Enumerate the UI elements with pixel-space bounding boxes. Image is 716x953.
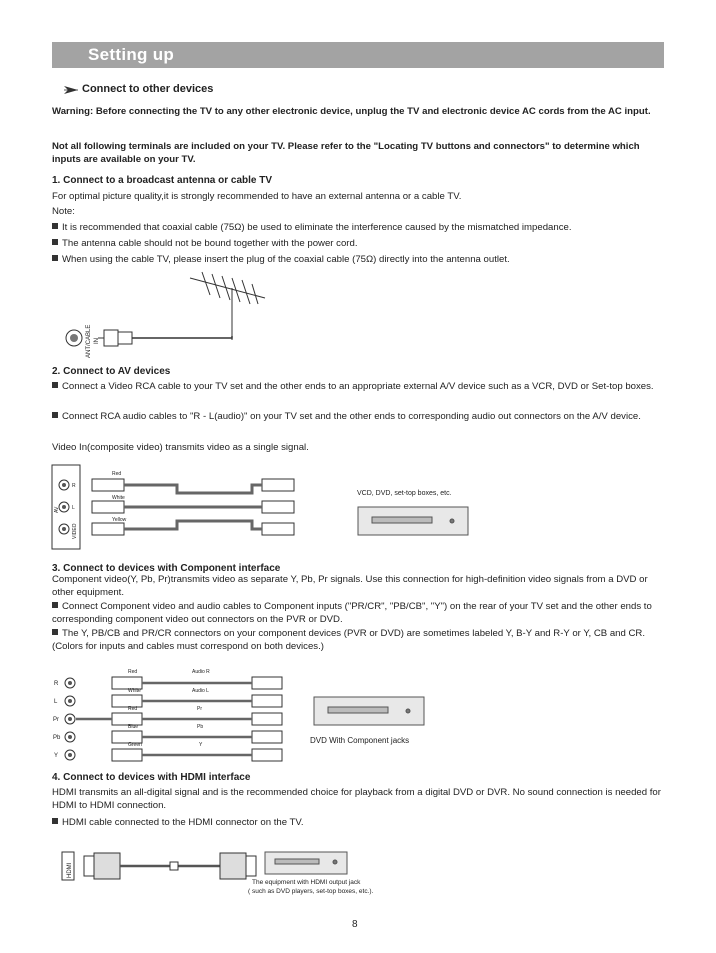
antenna-icon (190, 272, 265, 340)
section-3-heading: 3. Connect to devices with Component interface (52, 563, 281, 574)
component-port-label: Y (54, 753, 59, 759)
cable-color-label: White (112, 495, 125, 501)
component-signal-label: Pb (197, 724, 204, 730)
av-port-icon (59, 480, 69, 534)
section-title: Connect to other devices (82, 83, 214, 95)
hdmi-caption: ( such as DVD players, set-top boxes, etc.). (248, 888, 374, 895)
hdmi-diagram (60, 848, 440, 903)
av-port-label: VIDEO (72, 523, 78, 539)
av-diagram (52, 463, 512, 553)
section-3-item: Connect Component video and audio cables to Component inputs ("PR/CR", "PB/CB", "Y") on the rear of your TV set and the other ends to corresponding component video out connectors on the PVR or DVD. (52, 601, 652, 625)
page-title: Setting up (88, 45, 175, 64)
component-color-label: Red (128, 706, 138, 712)
note-item: It is recommended that coaxial cable (75Ω) be used to eliminate the interference caused by the mismatched impedance. (52, 221, 668, 234)
section-1-intro: For optimal picture quality,it is strongly recommended to have an external antenna or a cable TV. (52, 191, 462, 202)
section-2-item: Connect RCA audio cables to "R - L(audio)" on your TV set and the other ends to corresponding audio out connectors on the A/V device. (52, 410, 668, 423)
warning-text: Warning: Before connecting the TV to any other electronic device, unplug the TV and electronic device AC cords from the AC input. (52, 106, 651, 117)
section-3-intro: Component video(Y, Pb, Pr)transmits video as separate Y, Pb, Pr signals. Use this connection for high-definition video signals from a DVD or other equipment. (52, 574, 648, 598)
component-color-label: Red (128, 669, 138, 675)
coax-plug-icon (98, 330, 132, 346)
dvd-player-icon (314, 697, 424, 725)
note-item: The antenna cable should not be bound together with the power cord. (52, 237, 668, 250)
section-1-heading: 1. Connect to a broadcast antenna or cable TV (52, 175, 273, 186)
component-color-label: Green (128, 742, 142, 748)
note-label: Note: (52, 206, 75, 217)
hdmi-caption: The equipment with HDMI output jack (252, 879, 361, 886)
component-device-label: DVD With Component jacks (310, 736, 410, 745)
ant-port-label-in: IN (94, 338, 100, 344)
dvd-player-icon (358, 507, 468, 535)
component-signal-label: Pr (197, 706, 202, 712)
antenna-diagram (60, 270, 280, 365)
component-port-label: Pr (53, 717, 59, 723)
component-color-label: Blue (128, 724, 139, 730)
header-banner (52, 42, 664, 68)
component-port-label: L (54, 699, 58, 705)
ant-port-label: ANT/CABLE (86, 324, 92, 358)
component-port-label: R (54, 681, 59, 687)
section-4-heading: 4. Connect to devices with HDMI interface (52, 772, 251, 783)
av-port-label: L (72, 505, 75, 511)
component-color-label: White (128, 688, 141, 694)
cable-color-label: Red (112, 471, 122, 477)
component-port-label: Pb (53, 735, 61, 741)
component-signal-label: Y (199, 742, 203, 748)
component-diagram (52, 663, 472, 773)
component-signal-label: Audio R (192, 669, 210, 675)
cable-color-label: Yellow (112, 517, 127, 523)
ant-port-icon (66, 330, 82, 346)
section-4-intro: HDMI transmits an all-digital signal and is the recommended choice for playback from a digital DVD or DVR. No sound connection is needed for HDMI to HDMI connection. (52, 787, 661, 811)
section-4-item: HDMI cable connected to the HDMI connector on the TV. (52, 816, 668, 829)
section-2-line: Video In(composite video) transmits video as a single signal. (52, 442, 309, 453)
section-2-item: Connect a Video RCA cable to your TV set and the other ends to an appropriate external A/V device such as a VCR, DVD or Set-top boxes. (52, 380, 668, 393)
note-item: When using the cable TV, please insert the plug of the coaxial cable (75Ω) directly into the antenna outlet. (52, 253, 668, 266)
component-port-icons (65, 678, 75, 760)
av-port-label: R (72, 483, 76, 489)
not-all-text: Not all following terminals are included on your TV. Please refer to the "Locating TV buttons and connectors" to determine which inputs are available on your TV. (52, 141, 640, 165)
section-2-heading: 2. Connect to AV devices (52, 366, 171, 377)
component-signal-label: Audio L (192, 688, 209, 694)
hdmi-plug-icon (84, 853, 120, 879)
av-group-label: AV (54, 506, 60, 513)
av-device-label: VCD, DVD, set-top boxes, etc. (357, 490, 452, 497)
arrow-icon (64, 86, 78, 94)
hdmi-plug-icon (220, 853, 256, 879)
page-number: 8 (352, 919, 358, 930)
section-3-item: The Y, PB/CB and PR/CR connectors on your component devices (PVR or DVD) are sometimes labeled Y, B-Y and R-Y or Y, CB and CR. (Colors for inputs and cables must correspond on both devices.) (52, 628, 646, 652)
hdmi-port-label: HDMI (67, 862, 73, 878)
hdmi-device-icon (265, 852, 347, 874)
